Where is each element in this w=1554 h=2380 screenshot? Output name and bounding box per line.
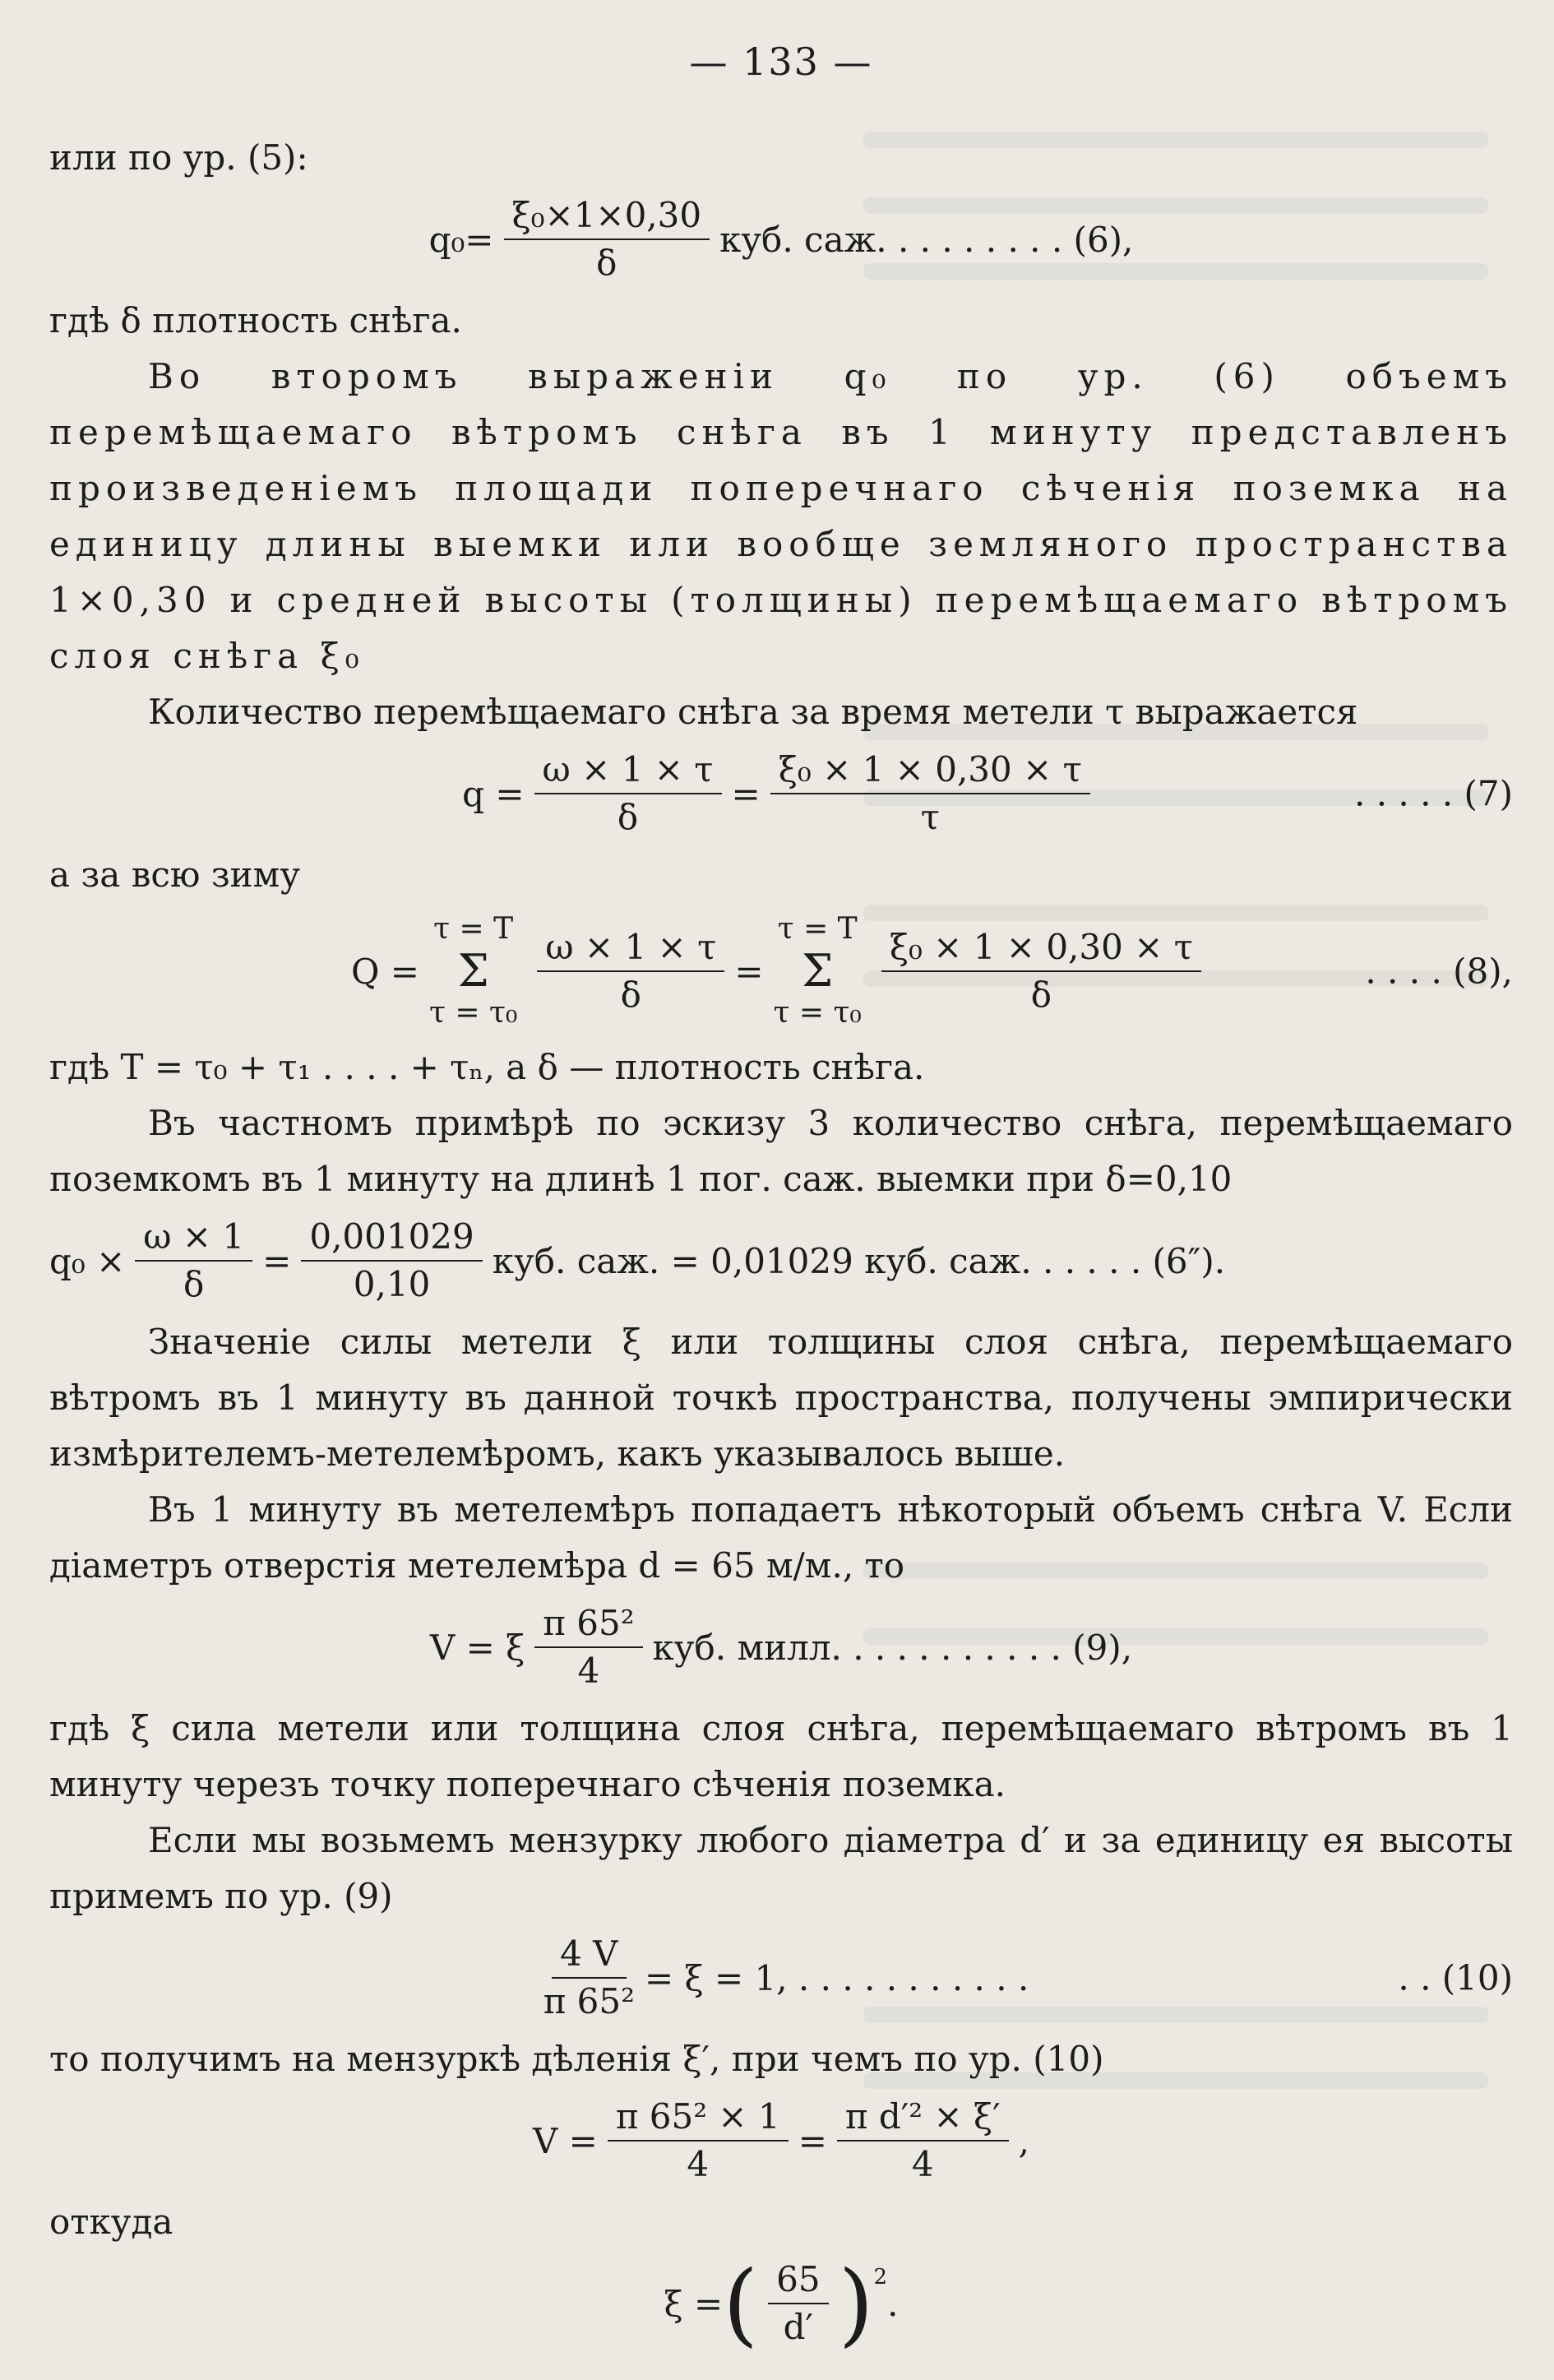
eq8-f1-denominator: δ (620, 975, 641, 1015)
paragraph-3: Въ частномъ примѣрѣ по эскизу 3 количество снѣга, перемѣщаемаго поземкомъ въ 1 минуту на длинѣ 1 пог. саж. выемки при δ=0,10 (49, 1103, 1513, 1199)
eq6b-lhs: q₀ × (49, 1240, 126, 1281)
eq10-rest: = ξ = 1, . . . . . . . . . . . (644, 1957, 1029, 1998)
eq9-lhs: V = ξ (429, 1627, 525, 1668)
eq6-numerator: ξ₀×1×0,30 (504, 194, 710, 240)
eq6-lhs: q₀= (428, 219, 494, 260)
eq6b-rest: куб. саж. = 0,01029 куб. саж. . . . . . (6″). (492, 1240, 1226, 1281)
eq11-f1-denominator: 4 (687, 2144, 710, 2184)
equation-11 (49, 2095, 1513, 2186)
eq7-lhs: q = (462, 773, 525, 814)
eq12-numerator: 65 (768, 2258, 828, 2304)
sum-lower-limit: τ = τ₀ (773, 996, 862, 1030)
paragraph-5: Въ 1 минуту въ метелемѣръ попадаетъ нѣкоторый объемъ снѣга V. Если діаметръ отверстія метелемѣра d = 65 м/м., то (49, 1489, 1513, 1586)
equation-12 (49, 2251, 1513, 2356)
paragraph-7: Если мы возьмемъ мензурку любого діаметра d′ и за единицу ея высоты примемъ по ур. (9) (49, 1820, 1513, 1916)
equation-6b (49, 1215, 1513, 1306)
eq12-denominator: d′ (783, 2307, 814, 2347)
equation-6 (49, 194, 1513, 285)
text-line-4: гдѣ T = τ₀ + τ₁ . . . . + τₙ, а δ — плотность снѣга. (49, 1047, 925, 1087)
eq7-f2-denominator: τ (920, 797, 940, 837)
equation-10 (49, 1933, 1513, 2023)
paragraph-4: Значеніе силы метели ξ или толщины слоя снѣга, перемѣщаемаго вѣтромъ въ 1 минуту въ данной точкѣ пространства, получены эмпирически измѣрителемъ-метелемѣромъ, какъ указывалось выше. (49, 1322, 1513, 1474)
eq11-lhs: V = (532, 2120, 598, 2161)
text-line-1: или по ур. (5): (49, 137, 308, 178)
eq8-f2-numerator: ξ₀ × 1 × 0,30 × τ (881, 926, 1201, 972)
eq8-fraction-1 (537, 926, 724, 1016)
eq11-f2-denominator: 4 (911, 2144, 934, 2184)
eq6b-fraction-2 (301, 1215, 482, 1306)
eq7-fraction-1 (534, 748, 722, 839)
eq10-tag: . . (10) (1398, 1957, 1513, 1998)
eq12-exponent: 2 (873, 2265, 888, 2290)
eq10-numerator: 4 V (552, 1933, 626, 1979)
eq6-fraction (504, 194, 710, 285)
sum-lower-limit: τ = τ₀ (429, 996, 518, 1030)
paragraph-2: Количество перемѣщаемаго снѣга за время метели τ выражается (148, 692, 1358, 732)
eq7-f1-numerator: ω × 1 × τ (534, 748, 722, 794)
eq11-fraction-1 (608, 2095, 789, 2186)
eq10-denominator: π 65² (543, 1981, 635, 2021)
right-paren: ) (838, 2251, 874, 2356)
eq8-sum-1 (429, 911, 517, 1031)
eq7-f2-numerator: ξ₀ × 1 × 0,30 × τ (770, 748, 1090, 794)
eq8-f1-numerator: ω × 1 × τ (537, 926, 724, 972)
eq6b-f1-numerator: ω × 1 (135, 1215, 252, 1262)
eq8-sum-2 (774, 911, 862, 1031)
sigma-symbol: Σ (802, 945, 834, 997)
eq6b-f1-denominator: δ (183, 1264, 205, 1304)
paragraph-8: то получимъ на мензуркѣ дѣленія ξ′, при чемъ по ур. (10) (49, 2039, 1104, 2079)
text-line-2: гдѣ δ плотность снѣга. (49, 300, 462, 340)
eq11-comma: , (1018, 2120, 1030, 2161)
eq8-fraction-2 (881, 926, 1201, 1016)
eq6b-fraction-1 (135, 1215, 252, 1306)
page-number: — 133 — (689, 39, 873, 84)
eq9-numerator: π 65² (534, 1602, 642, 1648)
eq11-fraction-2 (837, 2095, 1009, 2186)
sum-upper-limit: τ = T (777, 912, 858, 946)
text-line-3: а за всю зиму (49, 854, 301, 895)
paragraph-1: Во второмъ выраженіи q₀ по ур. (6) объемъ перемѣщаемаго вѣтромъ снѣга въ 1 минуту представленъ произведеніемъ площади поперечнаго сѣченія поземка на единицу длины выемки или вообще земляного пространства 1×0,30 и средней высоты (толщины) перемѣщаемаго вѣтромъ слоя снѣга ξ₀ (49, 356, 1513, 676)
equation-7 (49, 748, 1513, 839)
eq6-rest: куб. саж. . . . . . . . . (6), (719, 219, 1134, 260)
eq7-fraction-2 (770, 748, 1090, 839)
eq12-fraction (768, 2258, 828, 2349)
eq11-equals: = (798, 2120, 827, 2161)
equation-9 (49, 1602, 1513, 1692)
eq9-fraction (534, 1602, 642, 1692)
eq7-equals: = (731, 773, 761, 814)
sum-upper-limit: τ = T (433, 912, 514, 946)
eq11-f2-numerator: π d′² × ξ′ (837, 2095, 1009, 2142)
eq10-fraction (543, 1933, 635, 2023)
eq12-period: . (887, 2283, 899, 2324)
eq6b-equals: = (262, 1240, 292, 1281)
eq8-tag: . . . . (8), (1365, 951, 1513, 992)
eq11-f1-numerator: π 65² × 1 (608, 2095, 789, 2142)
eq7-tag: . . . . . (7) (1354, 773, 1513, 814)
page-content (49, 33, 1513, 2357)
eq12-lhs: ξ = (664, 2283, 724, 2324)
paragraph-6: гдѣ ξ сила метели или толщина слоя снѣга, перемѣщаемаго вѣтромъ въ 1 минуту черезъ точку поперечнаго сѣченія поземка. (49, 1708, 1513, 1804)
eq8-lhs: Q = (351, 951, 419, 992)
eq8-f2-denominator: δ (1030, 975, 1052, 1015)
left-paren: ( (723, 2251, 759, 2356)
eq8-equals: = (734, 951, 764, 992)
eq9-rest: куб. милл. . . . . . . . . . . (9), (652, 1627, 1133, 1668)
equation-8 (49, 911, 1513, 1031)
eq6b-f2-numerator: 0,001029 (301, 1215, 482, 1262)
eq9-denominator: 4 (577, 1651, 600, 1691)
sigma-symbol: Σ (457, 945, 489, 997)
text-line-5: откуда (49, 2202, 173, 2242)
eq6-denominator: δ (596, 243, 617, 283)
eq6b-f2-denominator: 0,10 (353, 1264, 431, 1304)
eq7-f1-denominator: δ (617, 797, 639, 837)
